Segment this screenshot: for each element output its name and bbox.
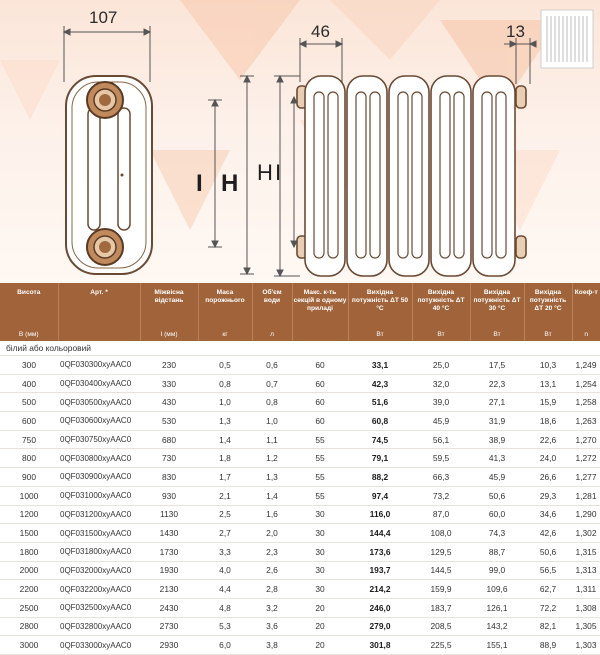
cell-power-dt40: 32,0 (412, 374, 470, 393)
group-row (0, 341, 600, 356)
header-power-dt30: Вихідна потужність ΔТ 30 °С (470, 283, 524, 329)
inner-height-label: I (196, 170, 203, 197)
cell-power-dt20: 15,9 (524, 393, 572, 412)
cell-water-volume: 0,6 (252, 356, 292, 375)
table-row (0, 412, 600, 431)
cell-power-dt30: 41,3 (470, 449, 524, 468)
cell-coefficient: 1,254 (572, 374, 600, 393)
cell-power-dt30: 50,6 (470, 486, 524, 505)
cell-water-volume: 1,1 (252, 430, 292, 449)
cell-empty-weight: 1,0 (198, 393, 252, 412)
cell-axis-distance: 2730 (140, 617, 198, 636)
cell-power-dt20: 88,9 (524, 636, 572, 655)
group-label: білий або кольоровий (0, 341, 600, 356)
cell-power-dt20: 18,6 (524, 412, 572, 431)
table-row (0, 524, 600, 543)
cell-power-dt40: 183,7 (412, 598, 470, 617)
cell-max-sections: 20 (292, 598, 348, 617)
cell-article: 0QF032500xyAAC0 (58, 598, 140, 617)
cell-power-dt40: 108,0 (412, 524, 470, 543)
cell-empty-weight: 3,3 (198, 542, 252, 561)
cell-water-volume: 0,8 (252, 393, 292, 412)
cell-max-sections: 30 (292, 561, 348, 580)
cell-axis-distance: 2130 (140, 580, 198, 599)
cell-power-dt30: 31,9 (470, 412, 524, 431)
cell-coefficient: 1,311 (572, 580, 600, 599)
header-max-sections: Макс. к-ть секцій в одному приладі (292, 283, 348, 329)
table-row (0, 580, 600, 599)
cell-article: 0QF030600xyAAC0 (58, 412, 140, 431)
cell-power-dt40: 129,5 (412, 542, 470, 561)
cell-coefficient: 1,272 (572, 449, 600, 468)
table-row (0, 486, 600, 505)
unit-height: В (мм) (0, 329, 58, 341)
radiator-front-view (297, 76, 526, 276)
cell-max-sections: 30 (292, 524, 348, 543)
cell-article: 0QF030400xyAAC0 (58, 374, 140, 393)
cell-coefficient: 1,305 (572, 617, 600, 636)
cell-empty-weight: 4,4 (198, 580, 252, 599)
pitch-dimension-label: 46 (311, 22, 330, 41)
cell-axis-distance: 1930 (140, 561, 198, 580)
unit-empty-weight: кг (198, 329, 252, 341)
cell-height: 3000 (0, 636, 58, 655)
cell-coefficient: 1,308 (572, 598, 600, 617)
cell-height: 1200 (0, 505, 58, 524)
cell-power-dt50: 33,1 (348, 356, 412, 375)
header-article: Арт. * (58, 283, 140, 329)
cell-power-dt50: 144,4 (348, 524, 412, 543)
radiator-thumbnail (541, 10, 593, 68)
cell-power-dt30: 38,9 (470, 430, 524, 449)
cell-max-sections: 55 (292, 449, 348, 468)
unit-coefficient: n (572, 329, 600, 341)
cell-empty-weight: 1,4 (198, 430, 252, 449)
cell-axis-distance: 1130 (140, 505, 198, 524)
cell-max-sections: 60 (292, 393, 348, 412)
cell-power-dt40: 159,9 (412, 580, 470, 599)
cell-height: 2000 (0, 561, 58, 580)
cell-height: 300 (0, 356, 58, 375)
cell-axis-distance: 230 (140, 356, 198, 375)
unit-axis-distance: І (мм) (140, 329, 198, 341)
cell-power-dt40: 144,5 (412, 561, 470, 580)
cell-article: 0QF030800xyAAC0 (58, 449, 140, 468)
cell-axis-distance: 830 (140, 468, 198, 487)
cell-max-sections: 30 (292, 580, 348, 599)
cell-power-dt50: 74,5 (348, 430, 412, 449)
cell-power-dt20: 42,6 (524, 524, 572, 543)
cell-empty-weight: 2,7 (198, 524, 252, 543)
cell-water-volume: 2,0 (252, 524, 292, 543)
cell-power-dt30: 143,2 (470, 617, 524, 636)
cell-empty-weight: 5,3 (198, 617, 252, 636)
cell-axis-distance: 2930 (140, 636, 198, 655)
cell-coefficient: 1,302 (572, 524, 600, 543)
cell-power-dt40: 73,2 (412, 486, 470, 505)
unit-water-volume: л (252, 329, 292, 341)
inner-height-label-front: I (275, 160, 282, 185)
cell-article: 0QF031200xyAAC0 (58, 505, 140, 524)
cell-height: 750 (0, 430, 58, 449)
cell-power-dt30: 27,1 (470, 393, 524, 412)
outer-height-label-front: H (257, 160, 273, 185)
table-row (0, 356, 600, 375)
radiator-side-view (66, 76, 152, 274)
cell-power-dt50: 97,4 (348, 486, 412, 505)
cell-coefficient: 1,249 (572, 356, 600, 375)
specifications-table-wrap (0, 283, 600, 651)
cell-height: 800 (0, 449, 58, 468)
cell-max-sections: 60 (292, 412, 348, 431)
cell-axis-distance: 930 (140, 486, 198, 505)
cell-power-dt40: 56,1 (412, 430, 470, 449)
cell-power-dt30: 17,5 (470, 356, 524, 375)
table-row (0, 598, 600, 617)
cell-empty-weight: 1,7 (198, 468, 252, 487)
cell-power-dt30: 109,6 (470, 580, 524, 599)
cell-empty-weight: 0,8 (198, 374, 252, 393)
cell-power-dt20: 24,0 (524, 449, 572, 468)
cell-height: 1800 (0, 542, 58, 561)
cell-power-dt30: 99,0 (470, 561, 524, 580)
cell-article: 0QF030750xyAAC0 (58, 430, 140, 449)
cell-power-dt50: 60,8 (348, 412, 412, 431)
cell-max-sections: 60 (292, 356, 348, 375)
radiator-drawing (0, 0, 600, 285)
cell-height: 900 (0, 468, 58, 487)
cell-max-sections: 55 (292, 430, 348, 449)
cell-article: 0QF031000xyAAC0 (58, 486, 140, 505)
cell-article: 0QF032800xyAAC0 (58, 617, 140, 636)
cell-water-volume: 3,2 (252, 598, 292, 617)
cell-max-sections: 20 (292, 617, 348, 636)
cell-power-dt50: 246,0 (348, 598, 412, 617)
unit-power-dt50: Вт (348, 329, 412, 341)
table-header (0, 283, 600, 341)
cell-water-volume: 1,0 (252, 412, 292, 431)
cell-empty-weight: 4,8 (198, 598, 252, 617)
table-body (0, 341, 600, 655)
header-water-volume: Об'єм води (252, 283, 292, 329)
cell-power-dt50: 51,6 (348, 393, 412, 412)
cell-power-dt40: 45,9 (412, 412, 470, 431)
cell-max-sections: 20 (292, 636, 348, 655)
cell-power-dt20: 62,7 (524, 580, 572, 599)
header-coefficient: Коеф-т (572, 283, 600, 329)
cell-coefficient: 1,315 (572, 542, 600, 561)
cell-max-sections: 55 (292, 468, 348, 487)
cell-empty-weight: 4,0 (198, 561, 252, 580)
cell-article: 0QF032200xyAAC0 (58, 580, 140, 599)
table-row (0, 636, 600, 655)
cell-power-dt50: 214,2 (348, 580, 412, 599)
table-row (0, 374, 600, 393)
dimension-I-front (291, 97, 297, 247)
header-power-dt40: Вихідна потужність ΔТ 40 °С (412, 283, 470, 329)
cell-axis-distance: 1730 (140, 542, 198, 561)
cell-max-sections: 55 (292, 486, 348, 505)
cell-axis-distance: 2430 (140, 598, 198, 617)
cell-empty-weight: 2,1 (198, 486, 252, 505)
cell-power-dt50: 193,7 (348, 561, 412, 580)
cell-power-dt20: 10,3 (524, 356, 572, 375)
cell-power-dt50: 301,8 (348, 636, 412, 655)
header-axis-distance: Міжвісна відстань (140, 283, 198, 329)
cell-water-volume: 1,4 (252, 486, 292, 505)
table-row (0, 617, 600, 636)
cell-empty-weight: 1,8 (198, 449, 252, 468)
cell-height: 2800 (0, 617, 58, 636)
cell-water-volume: 2,6 (252, 561, 292, 580)
cell-power-dt50: 279,0 (348, 617, 412, 636)
unit-article (58, 329, 140, 341)
cell-water-volume: 2,8 (252, 580, 292, 599)
cell-water-volume: 0,7 (252, 374, 292, 393)
cell-power-dt30: 155,1 (470, 636, 524, 655)
cell-power-dt50: 116,0 (348, 505, 412, 524)
cell-power-dt50: 42,3 (348, 374, 412, 393)
cell-power-dt20: 13,1 (524, 374, 572, 393)
cell-height: 2500 (0, 598, 58, 617)
cell-power-dt50: 173,6 (348, 542, 412, 561)
cell-height: 1000 (0, 486, 58, 505)
dimension-107 (64, 26, 150, 82)
cell-power-dt20: 22,6 (524, 430, 572, 449)
table-row (0, 393, 600, 412)
cell-water-volume: 3,6 (252, 617, 292, 636)
cell-power-dt30: 60,0 (470, 505, 524, 524)
cell-height: 600 (0, 412, 58, 431)
cell-coefficient: 1,290 (572, 505, 600, 524)
cell-axis-distance: 1430 (140, 524, 198, 543)
cell-article: 0QF030300xyAAC0 (58, 356, 140, 375)
unit-power-dt20: Вт (524, 329, 572, 341)
cell-water-volume: 2,3 (252, 542, 292, 561)
unit-power-dt30: Вт (470, 329, 524, 341)
technical-drawing-area (0, 0, 600, 285)
cell-power-dt20: 26,6 (524, 468, 572, 487)
header-power-dt50: Вихідна потужність ΔТ 50 °С (348, 283, 412, 329)
cell-power-dt40: 208,5 (412, 617, 470, 636)
cell-coefficient: 1,313 (572, 561, 600, 580)
cell-power-dt20: 56,5 (524, 561, 572, 580)
cell-power-dt40: 225,5 (412, 636, 470, 655)
dimension-H-side (240, 76, 254, 274)
cell-power-dt50: 88,2 (348, 468, 412, 487)
cell-coefficient: 1,281 (572, 486, 600, 505)
cell-article: 0QF031800xyAAC0 (58, 542, 140, 561)
cell-power-dt30: 88,7 (470, 542, 524, 561)
cell-axis-distance: 680 (140, 430, 198, 449)
section-dimension-label: 13 (506, 22, 525, 41)
header-empty-weight: Маса порожнього (198, 283, 252, 329)
cell-power-dt20: 82,1 (524, 617, 572, 636)
cell-coefficient: 1,258 (572, 393, 600, 412)
cell-axis-distance: 530 (140, 412, 198, 431)
cell-axis-distance: 430 (140, 393, 198, 412)
table-row (0, 430, 600, 449)
cell-height: 400 (0, 374, 58, 393)
cell-coefficient: 1,270 (572, 430, 600, 449)
cell-power-dt30: 45,9 (470, 468, 524, 487)
cell-empty-weight: 1,3 (198, 412, 252, 431)
cell-height: 500 (0, 393, 58, 412)
cell-article: 0QF032000xyAAC0 (58, 561, 140, 580)
cell-max-sections: 30 (292, 542, 348, 561)
cell-coefficient: 1,303 (572, 636, 600, 655)
header-height: Висота (0, 283, 58, 329)
cell-power-dt20: 72,2 (524, 598, 572, 617)
cell-power-dt30: 22,3 (470, 374, 524, 393)
cell-coefficient: 1,277 (572, 468, 600, 487)
cell-power-dt40: 25,0 (412, 356, 470, 375)
cell-article: 0QF031500xyAAC0 (58, 524, 140, 543)
cell-water-volume: 1,2 (252, 449, 292, 468)
cell-water-volume: 1,3 (252, 468, 292, 487)
table-row (0, 449, 600, 468)
cell-empty-weight: 6,0 (198, 636, 252, 655)
table-row (0, 468, 600, 487)
header-power-dt20: Вихідна потужність ΔТ 20 °С (524, 283, 572, 329)
cell-empty-weight: 0,5 (198, 356, 252, 375)
cell-max-sections: 60 (292, 374, 348, 393)
cell-power-dt40: 87,0 (412, 505, 470, 524)
cell-empty-weight: 2,5 (198, 505, 252, 524)
unit-max-sections (292, 329, 348, 341)
cell-coefficient: 1,263 (572, 412, 600, 431)
table-row (0, 505, 600, 524)
unit-power-dt40: Вт (412, 329, 470, 341)
cell-height: 2200 (0, 580, 58, 599)
cell-axis-distance: 330 (140, 374, 198, 393)
cell-article: 0QF030500xyAAC0 (58, 393, 140, 412)
cell-water-volume: 1,6 (252, 505, 292, 524)
cell-power-dt40: 59,5 (412, 449, 470, 468)
cell-power-dt20: 29,3 (524, 486, 572, 505)
cell-power-dt50: 79,1 (348, 449, 412, 468)
specifications-table (0, 283, 600, 655)
cell-power-dt20: 50,6 (524, 542, 572, 561)
table-row (0, 542, 600, 561)
cell-power-dt20: 34,6 (524, 505, 572, 524)
outer-height-label: H (221, 170, 239, 197)
cell-power-dt40: 39,0 (412, 393, 470, 412)
cell-power-dt40: 66,3 (412, 468, 470, 487)
cell-power-dt30: 126,1 (470, 598, 524, 617)
cell-axis-distance: 730 (140, 449, 198, 468)
cell-max-sections: 30 (292, 505, 348, 524)
cell-water-volume: 3,8 (252, 636, 292, 655)
cell-article: 0QF030900xyAAC0 (58, 468, 140, 487)
cell-power-dt30: 74,3 (470, 524, 524, 543)
depth-dimension-label: 107 (89, 8, 118, 27)
cell-article: 0QF033000xyAAC0 (58, 636, 140, 655)
table-row (0, 561, 600, 580)
cell-height: 1500 (0, 524, 58, 543)
